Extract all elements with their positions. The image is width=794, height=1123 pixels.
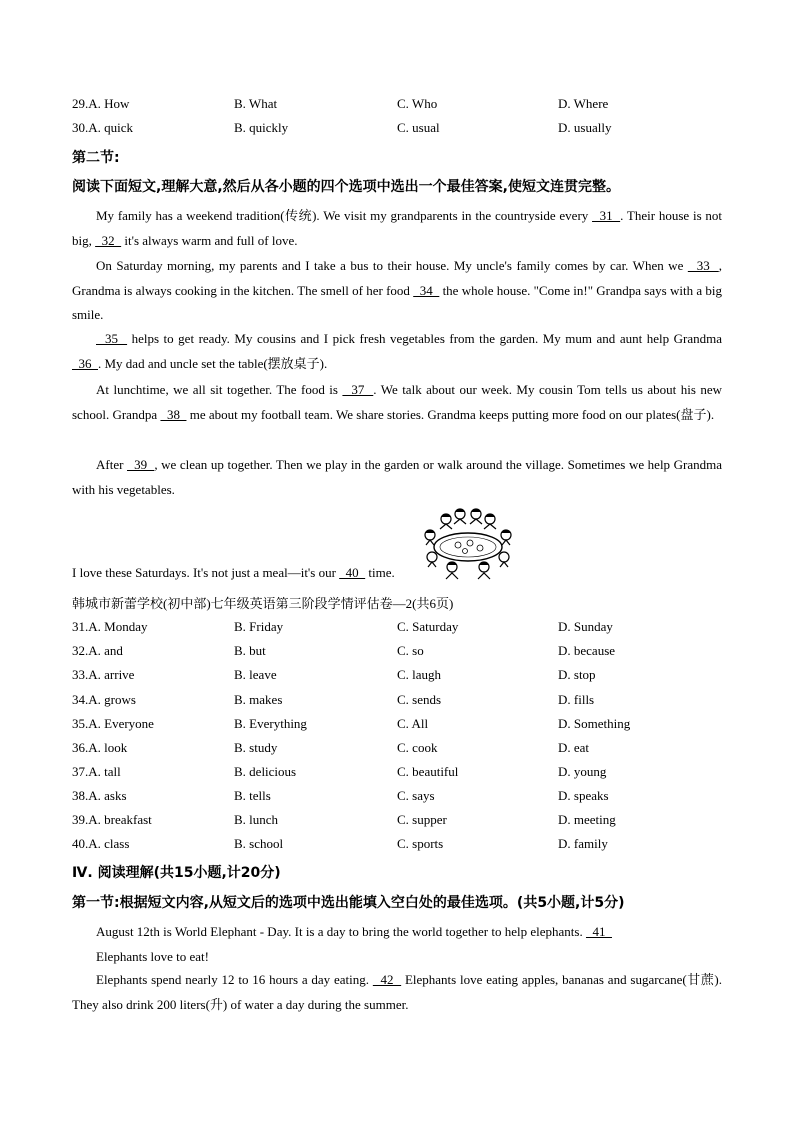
option-a: 30.A. quick (72, 120, 134, 135)
section-2-title: 第二节: (72, 150, 120, 166)
option-c: C. All (397, 716, 429, 731)
option-row-30 (72, 118, 732, 138)
option-a: 37.A. tall (72, 764, 121, 779)
family-dinner-icon (418, 505, 518, 581)
option-b: B. Everything (234, 716, 307, 731)
option-c: C. sends (397, 692, 442, 707)
option-d: D. young (558, 764, 607, 779)
passage-text: , we clean up together. Then we play in the garden or walk around the village. Sometimes we help Grandma with his vegetables. (72, 457, 723, 497)
passage-text: I love these Saturdays. It's not just a meal—it's our (72, 565, 340, 580)
option-b: B. tells (234, 788, 271, 803)
blank-32: 32 (95, 232, 122, 248)
passage-text: me about my football team. We share stories. Grandma keeps putting more food on our plates(盘子). (186, 406, 715, 422)
option-d: D. usually (558, 120, 612, 135)
page-footer: 韩城市新蕾学校(初中部)七年级英语第三阶段学情评估卷—2(共6页) (72, 596, 454, 611)
passage-paragraph-6 (72, 565, 395, 581)
option-a: 34.A. grows (72, 692, 136, 707)
passage-text: At lunchtime, we all sit together. The food is (96, 382, 343, 397)
passage-text: After (96, 457, 128, 472)
blank-42: 42 (372, 972, 402, 987)
option-b: B. study (234, 740, 278, 755)
passage-text: August 12th is World Elephant - Day. It is a day to bring the world together to help elephants. (96, 924, 586, 939)
option-d: D. because (558, 643, 616, 658)
passage-text: the whole house. "Come in!" Grandpa says with a big smile. (72, 282, 722, 322)
option-a: 32.A. and (72, 643, 123, 658)
option-d: D. meeting (558, 812, 616, 827)
blank-39: 39 (127, 457, 155, 472)
passage-text: Elephants love to eat! (96, 948, 209, 964)
option-b: B. makes (234, 692, 283, 707)
option-row-33 (72, 665, 732, 685)
option-b: B. delicious (234, 764, 297, 779)
option-b: B. but (234, 643, 266, 658)
section-2-instruction: 阅读下面短文,理解大意,然后从各小题的四个选项中选出一个最佳答案,使短文连贯完整。 (72, 179, 620, 195)
passage-text: . We talk about our week. My cousin Tom tells us about his new school. Grandpa (72, 382, 722, 422)
option-row-35 (72, 714, 732, 734)
blank-36: 36 (72, 355, 98, 371)
passage-paragraph-1 (72, 204, 722, 253)
option-d: D. stop (558, 667, 596, 682)
option-d: D. Something (558, 716, 631, 731)
option-c: C. cook (397, 740, 438, 755)
option-row-40 (72, 834, 732, 854)
part-4-paragraph-1 (72, 920, 722, 969)
passage-paragraph-3 (72, 327, 722, 376)
passage-text: Elephants spend nearly 12 to 16 hours a day eating. (96, 972, 373, 987)
option-c: C. says (397, 788, 435, 803)
blank-35: 35 (96, 331, 128, 346)
option-row-34 (72, 690, 732, 710)
option-row-37 (72, 762, 732, 782)
option-row-36 (72, 738, 732, 758)
blank-33: 33 (687, 258, 719, 273)
option-c: C. so (397, 643, 424, 658)
passage-text: it's always warm and full of love. (121, 232, 298, 248)
option-a: 40.A. class (72, 836, 130, 851)
passage-paragraph-2 (72, 254, 722, 328)
option-a: 33.A. arrive (72, 667, 135, 682)
option-a: 35.A. Everyone (72, 716, 154, 731)
option-row-29 (72, 94, 732, 114)
passage-text: helps to get ready. My cousins and I pick fresh vegetables from the garden. My mum and aunt help Grandma (127, 331, 722, 346)
option-b: B. quickly (234, 120, 289, 135)
passage-text: On Saturday morning, my parents and I take a bus to their house. My uncle's family comes by car. When we (96, 258, 688, 273)
blank-34: 34 (413, 282, 440, 298)
option-row-32 (72, 641, 732, 661)
option-row-31 (72, 617, 732, 637)
option-b: B. school (234, 836, 284, 851)
blank-37: 37 (342, 382, 374, 397)
option-b: B. leave (234, 667, 277, 682)
option-d: D. family (558, 836, 608, 851)
family-dinner-illustration (418, 505, 518, 581)
option-a: 31.A. Monday (72, 619, 148, 634)
blank-38: 38 (160, 406, 187, 422)
part-4-section-1-instruction: 第一节:根据短文内容,从短文后的选项中选出能填入空白处的最佳选项。(共5小题,计5分) (72, 895, 625, 911)
option-a: 39.A. breakfast (72, 812, 152, 827)
option-c: C. supper (397, 812, 447, 827)
option-c: C. usual (397, 120, 440, 135)
passage-text: time. (365, 565, 395, 580)
blank-40: 40 (339, 565, 366, 580)
option-c: C. beautiful (397, 764, 459, 779)
passage-paragraph-5 (72, 453, 722, 502)
passage-text: Elephants love eating apples, bananas and sugarcane(甘蔗). They also drink 200 liters(升) of water a day during the summer. (72, 972, 722, 1012)
part-4-title: Ⅳ. 阅读理解(共15小题,计20分) (72, 865, 281, 881)
option-d: D. eat (558, 740, 590, 755)
option-a: 36.A. look (72, 740, 128, 755)
passage-text: . My dad and uncle set the table(摆放桌子). (98, 355, 328, 371)
passage-text: . Their house is not big, (72, 208, 723, 248)
option-row-38 (72, 786, 732, 806)
passage-text: My family has a weekend tradition(传统). We visit my grandparents in the countryside every (96, 208, 593, 223)
option-d: D. fills (558, 692, 595, 707)
part-4-paragraph-2 (72, 968, 722, 1017)
option-c: C. sports (397, 836, 444, 851)
option-a: 29.A. How (72, 96, 130, 111)
option-d: D. speaks (558, 788, 609, 803)
option-d: D. Where (558, 96, 609, 111)
option-row-39 (72, 810, 732, 830)
passage-paragraph-4 (72, 378, 722, 427)
option-b: B. lunch (234, 812, 279, 827)
option-b: B. What (234, 96, 278, 111)
passage-text: , Grandma is always cooking in the kitchen. The smell of her food (72, 258, 722, 298)
option-b: B. Friday (234, 619, 284, 634)
blank-31: 31 (592, 208, 621, 223)
option-c: C. laugh (397, 667, 442, 682)
option-c: C. Saturday (397, 619, 459, 634)
blank-41: 41 (585, 924, 612, 939)
option-a: 38.A. asks (72, 788, 127, 803)
option-d: D. Sunday (558, 619, 613, 634)
option-c: C. Who (397, 96, 438, 111)
